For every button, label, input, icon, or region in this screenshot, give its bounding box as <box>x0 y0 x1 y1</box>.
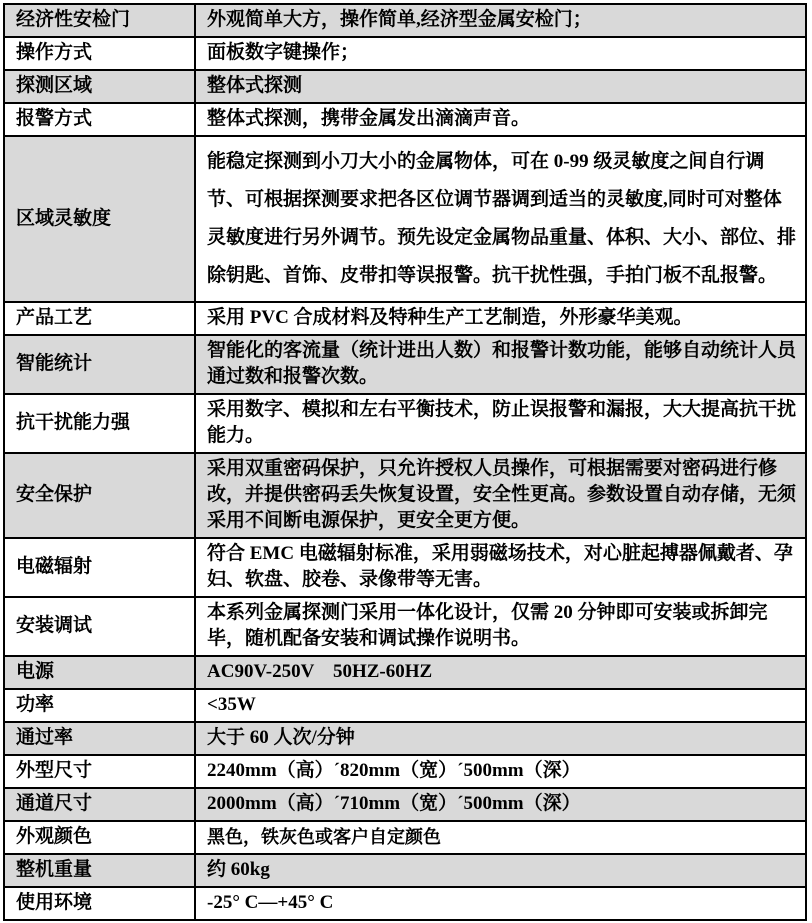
table-row <box>4 302 806 335</box>
table-row <box>4 335 806 394</box>
spec-label: 通过率 <box>4 722 195 755</box>
spec-label: 安全保护 <box>4 453 195 538</box>
spec-label: 探测区域 <box>4 70 195 103</box>
spec-value: 外观简单大方，操作简单,经济型金属安检门； <box>195 4 806 37</box>
table-row <box>4 722 806 755</box>
spec-label: 电源 <box>4 656 195 689</box>
spec-value: 采用双重密码保护，只允许授权人员操作，可根据需要对密码进行修改，并提供密码丢失恢复设置，安全性更高。参数设置自动存储，无须采用不间断电源保护，更安全更方便。 <box>195 453 806 538</box>
table-row <box>4 136 806 302</box>
spec-value: 符合 EMC 电磁辐射标准，采用弱磁场技术，对心脏起搏器佩戴者、孕妇、软盘、胶卷、录像带等无害。 <box>195 538 806 597</box>
spec-value: 本系列金属探测门采用一体化设计，仅需 20 分钟即可安装或拆卸完毕，随机配备安装和调试操作说明书。 <box>195 597 806 656</box>
table-row <box>4 597 806 656</box>
table-row <box>4 70 806 103</box>
table-row <box>4 689 806 722</box>
spec-value: 面板数字键操作； <box>195 37 806 70</box>
table-row <box>4 887 806 920</box>
table-row <box>4 788 806 821</box>
spec-value: 约 60kg <box>195 854 806 887</box>
spec-label: 区域灵敏度 <box>4 136 195 302</box>
spec-value: 智能化的客流量（统计进出人数）和报警计数功能，能够自动统计人员通过数和报警次数。 <box>195 335 806 394</box>
spec-label: 安装调试 <box>4 597 195 656</box>
table-row <box>4 821 806 854</box>
spec-label: 报警方式 <box>4 103 195 136</box>
spec-label: 功率 <box>4 689 195 722</box>
spec-value: 黑色，铁灰色或客户自定颜色 <box>195 821 806 854</box>
table-row <box>4 656 806 689</box>
spec-label: 通道尺寸 <box>4 788 195 821</box>
spec-value: 采用 PVC 合成材料及特种生产工艺制造，外形豪华美观。 <box>195 302 806 335</box>
spec-value: AC90V-250V 50HZ-60HZ <box>195 656 806 689</box>
spec-label: 操作方式 <box>4 37 195 70</box>
table-row <box>4 103 806 136</box>
spec-value: 2240mm（高）´820mm（宽）´500mm（深） <box>195 755 806 788</box>
spec-value: 大于 60 人次/分钟 <box>195 722 806 755</box>
table-row <box>4 854 806 887</box>
spec-value: 整体式探测，携带金属发出滴滴声音。 <box>195 103 806 136</box>
spec-value: 2000mm（高）´710mm（宽）´500mm（深） <box>195 788 806 821</box>
spec-table <box>3 3 807 921</box>
table-row <box>4 538 806 597</box>
table-row <box>4 394 806 453</box>
spec-label: 抗干扰能力强 <box>4 394 195 453</box>
spec-label: 整机重量 <box>4 854 195 887</box>
table-row <box>4 37 806 70</box>
spec-value: 能稳定探测到小刀大小的金属物体，可在 0-99 级灵敏度之间自行调节、可根据探测要求把各区位调节器调到适当的灵敏度,同时可对整体灵敏度进行另外调节。预先设定金属物品重量、体积、大小、部位、排除钥匙、首饰、皮带扣等误报警。抗干扰性强，手拍门板不乱报警。 <box>195 136 806 302</box>
spec-value: 整体式探测 <box>195 70 806 103</box>
table-row <box>4 4 806 37</box>
spec-label: 电磁辐射 <box>4 538 195 597</box>
table-row <box>4 453 806 538</box>
spec-label: 产品工艺 <box>4 302 195 335</box>
spec-label: 外观颜色 <box>4 821 195 854</box>
spec-value: <35W <box>195 689 806 722</box>
spec-value: 采用数字、模拟和左右平衡技术，防止误报警和漏报，大大提高抗干扰能力。 <box>195 394 806 453</box>
spec-label: 使用环境 <box>4 887 195 920</box>
spec-label: 经济性安检门 <box>4 4 195 37</box>
spec-table-body <box>4 4 806 920</box>
spec-label: 外型尺寸 <box>4 755 195 788</box>
spec-value: -25° C—+45° C <box>195 887 806 920</box>
spec-label: 智能统计 <box>4 335 195 394</box>
table-row <box>4 755 806 788</box>
